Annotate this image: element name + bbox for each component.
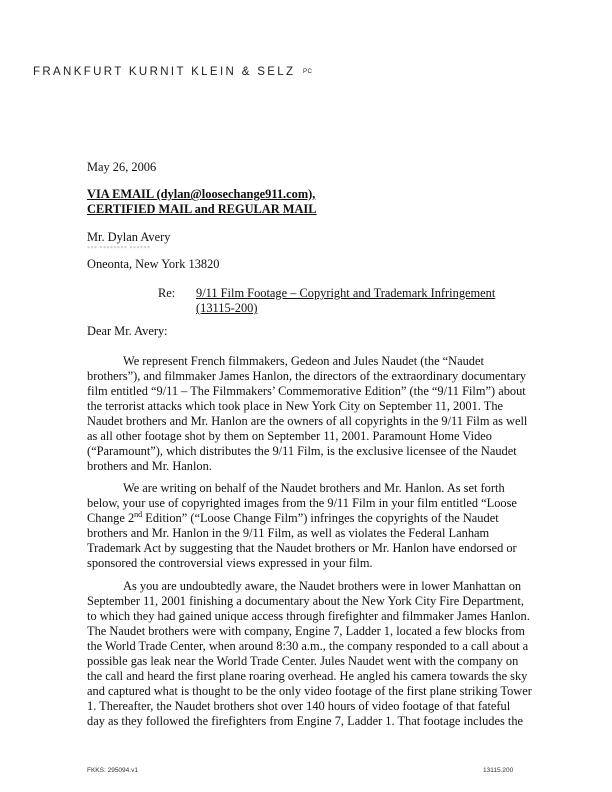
firm-name: FRANKFURT KURNIT KLEIN & SELZ xyxy=(33,66,296,78)
paragraph-2 xyxy=(87,481,522,571)
delivery-line-mail: CERTIFIED MAIL and REGULAR MAIL xyxy=(87,202,317,216)
recipient-name: Mr. Dylan Avery xyxy=(87,230,171,244)
recipient-street-redacted: *** ******** ****** xyxy=(87,246,151,252)
paragraph-line: (“Paramount”), which distributes the 9/11 Film, is the exclusive licensee of the Naudet xyxy=(87,444,517,458)
recipient-city: Oneonta, New York 13820 xyxy=(87,257,220,271)
paragraph-line: We represent French filmmakers, Gedeon and Jules Naudet (the “Naudet xyxy=(123,354,484,368)
re-subject xyxy=(196,286,526,316)
paragraph-line: and captured what is thought to be the only video footage of the first plane striking Tower xyxy=(87,684,532,698)
paragraph-line: We are writing on behalf of the Naudet brothers and Mr. Hanlon. As set forth xyxy=(123,481,505,495)
paragraph-line: sponsored the controversial views expressed in your film. xyxy=(87,556,373,570)
paragraph-line: below, your use of copyrighted images from the 9/11 Film in your film entitled “Loose xyxy=(87,496,517,510)
paragraph-line: the terrorist attacks which took place in New York City on September 11, 2001. The xyxy=(87,399,504,413)
ordinal-superscript: nd xyxy=(134,509,143,519)
letter-date: May 26, 2006 xyxy=(87,160,157,174)
matter-number-footer: 13115.200 xyxy=(483,767,514,774)
paragraph-line: the World Trade Center, when around 8:30 a.m., the company responded to a call about a xyxy=(87,639,529,653)
re-matter-number: (13115-200) xyxy=(196,301,258,315)
paragraph-line: possible gas leak near the World Trade Center. Jules Naudet went with the company on xyxy=(87,654,519,668)
re-label: Re: xyxy=(158,286,176,300)
re-subject-line: 9/11 Film Footage – Copyright and Trademark Infringement xyxy=(196,286,496,300)
firm-suffix: PC xyxy=(302,69,313,75)
paragraph-1 xyxy=(87,354,528,474)
document-id: FKKS: 295094.v1 xyxy=(87,767,138,774)
paragraph-line: as all other footage shot by them on September 11, 2001. Paramount Home Video xyxy=(87,429,492,443)
text-fragment: Change 2 xyxy=(87,511,135,525)
paragraph-line: the call and heard the first plane roaring overhead. He angled his camera towards the sky xyxy=(87,669,528,683)
paragraph-3 xyxy=(87,579,532,729)
paragraph-line: brothers and Mr. Hanlon. xyxy=(87,459,212,473)
text-fragment: Edition” (“Loose Change Film”) infringes the copyrights of the Naudet xyxy=(142,511,499,525)
delivery-line-email: VIA EMAIL (dylan@loosechange911.com), xyxy=(87,187,316,201)
paragraph-line: brothers and Mr. Hanlon in the 9/11 Film, as well as violates the Federal Lanham xyxy=(87,526,490,540)
paragraph-line: brothers”), and filmmaker James Hanlon, the directors of the extraordinary documentary xyxy=(87,369,527,383)
paragraph-line: to which they had gained unique access through firefighter and filmmaker James Hanlon. xyxy=(87,609,530,623)
salutation: Dear Mr. Avery: xyxy=(87,324,168,338)
paragraph-line: 1. Thereafter, the Naudet brothers shot over 140 hours of video footage of that fateful xyxy=(87,699,511,713)
paragraph-line: September 11, 2001 finishing a documentary about the New York City Fire Department, xyxy=(87,594,524,608)
paragraph-line: Naudet brothers and Mr. Hanlon are the owners of all copyrights in the 9/11 Film as well xyxy=(87,414,528,428)
paragraph-line: The Naudet brothers were with company, Engine 7, Ladder 1, located a few blocks from xyxy=(87,624,525,638)
paragraph-line xyxy=(87,511,522,526)
paragraph-line: film entitled “9/11 – The Filmmakers’ Commemorative Edition” (the “9/11 Film”) about xyxy=(87,384,526,398)
paragraph-line: Trademark Act by suggesting that the Naudet brothers or Mr. Hanlon have endorsed or xyxy=(87,541,517,555)
paragraph-line: day as they followed the firefighters from Engine 7, Ladder 1. That footage includes the xyxy=(87,714,524,728)
delivery-method xyxy=(87,187,522,217)
paragraph-line: As you are undoubtedly aware, the Naudet brothers were in lower Manhattan on xyxy=(123,579,522,593)
letterhead xyxy=(33,66,312,78)
